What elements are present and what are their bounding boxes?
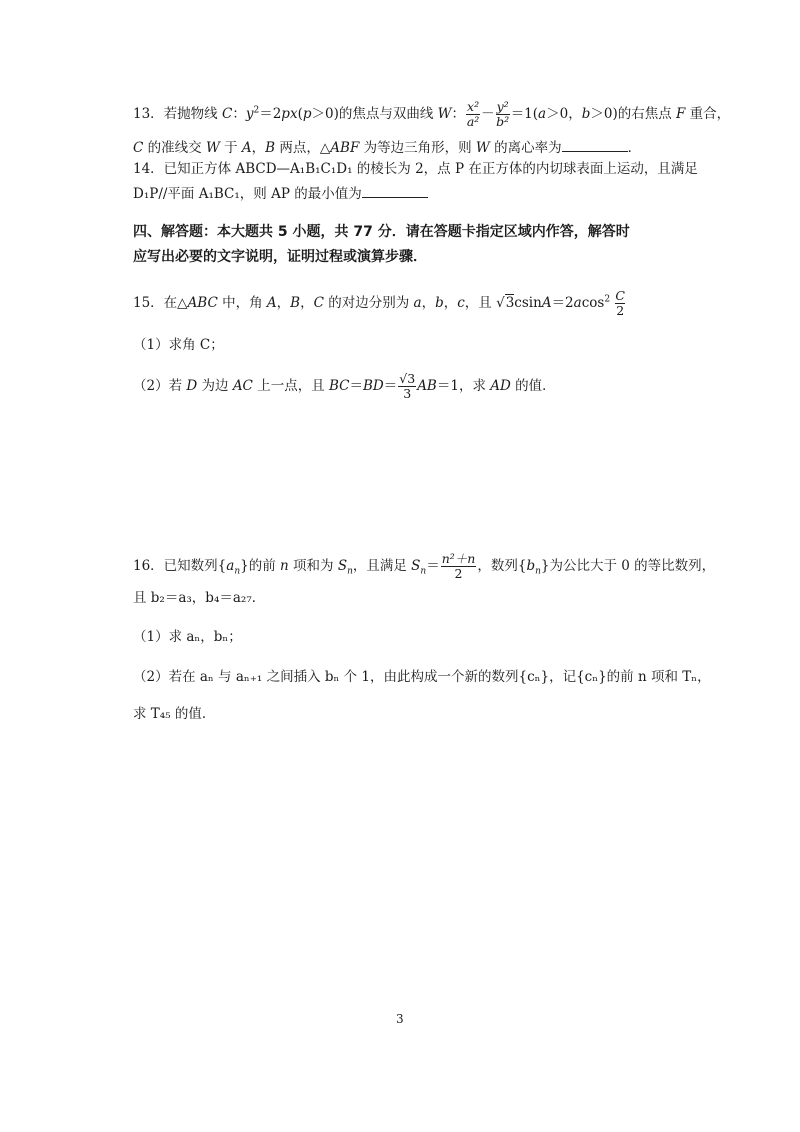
text: BC — [329, 378, 350, 394]
text: 为边 — [197, 378, 233, 394]
text: p — [302, 106, 312, 122]
text: 的准线交 — [143, 140, 206, 156]
q16-line2: 且 b₂＝a₃，b₄＝a₂₇． — [133, 590, 266, 606]
text: 上一点，且 — [252, 378, 329, 394]
text: ＝1( — [510, 106, 539, 122]
text: D — [186, 378, 198, 394]
text: n — [234, 566, 241, 577]
denominator: 3 — [403, 386, 412, 401]
text: n — [280, 558, 289, 574]
text: y — [245, 106, 254, 122]
text: B — [290, 295, 301, 311]
numerator: n²＋n — [441, 551, 476, 566]
text: ( — [297, 106, 303, 122]
q16-part1: （1）求 aₙ，bₙ； — [133, 629, 242, 645]
text: 16．已知数列{ — [133, 558, 227, 574]
q16-part2: （2）若在 aₙ 与 aₙ₊₁ 之间插入 bₙ 个 1，由此构成一个新的数列{cₙ}，记{cₙ}的前 n 项和 Tₙ， — [133, 669, 711, 685]
q14-line2 — [133, 183, 428, 204]
denominator: b² — [496, 114, 510, 129]
text: b — [435, 295, 444, 311]
text: 2 — [253, 105, 260, 116]
q13-line1 — [133, 100, 730, 129]
text: ， — [421, 295, 436, 311]
q14-line1: 14．已知正方体 ABCD—A₁B₁C₁D₁ 的棱长为 2，点 P 在正方体的内切球表面上运动，且满足 — [133, 161, 698, 177]
text: 重合， — [685, 106, 731, 122]
text: AB — [417, 378, 437, 394]
text: ，数列{ — [477, 558, 527, 574]
numerator: x² — [467, 99, 480, 114]
text: A — [541, 295, 552, 311]
text: S — [337, 558, 348, 574]
sqrt-3: √3 — [496, 295, 515, 311]
text: n — [535, 566, 541, 577]
fraction-x2-a2 — [466, 100, 480, 129]
text: ， — [251, 140, 266, 156]
text: px — [281, 106, 298, 122]
text: 15．在△ — [133, 295, 188, 311]
text: }为公比大于 0 的等比数列， — [540, 558, 716, 574]
text: cos — [581, 295, 605, 311]
text: b — [526, 558, 536, 574]
text: ＝ — [349, 378, 364, 394]
text: 2 — [604, 294, 611, 305]
text: ， — [276, 295, 291, 311]
answer-blank — [362, 183, 428, 198]
q15-stem — [133, 289, 626, 318]
text: ． — [627, 140, 642, 156]
text: 项和为 — [288, 558, 338, 574]
text: ＞0)的右焦点 — [590, 106, 677, 122]
text: a — [538, 106, 547, 122]
text: ＞0)的焦点与双曲线 — [311, 106, 438, 122]
text: ： — [451, 106, 466, 122]
text: ＝ — [426, 558, 440, 574]
text: F — [676, 106, 686, 122]
text: ，且 — [464, 295, 497, 311]
text: 中，角 — [217, 295, 267, 311]
text: a — [413, 295, 422, 311]
text: BD — [363, 378, 384, 394]
text: A — [266, 295, 277, 311]
radicand: 3 — [407, 371, 416, 386]
numerator: y² — [496, 99, 509, 114]
fraction-c-2 — [615, 289, 625, 318]
radicand: 3 — [505, 295, 515, 311]
text: D₁P//平面 A₁BC₁，则 AP 的最小值为 — [133, 186, 362, 202]
text: C — [313, 295, 324, 311]
text: ， — [443, 295, 458, 311]
text: }的前 — [240, 558, 281, 574]
q16-part2-cont: 求 T₄₅ 的值． — [133, 706, 216, 722]
text: ： — [232, 106, 246, 122]
text: － — [481, 106, 495, 122]
section-heading-line1: 四、解答题：本大题共 5 小题，共 77 分．请在答题卡指定区域内作答，解答时 — [133, 224, 630, 240]
text: 两点，△ — [275, 140, 331, 156]
text: A — [241, 140, 252, 156]
text: 的值． — [510, 378, 556, 394]
denominator: 2 — [616, 303, 625, 318]
answer-blank — [562, 137, 628, 152]
text: ABF — [330, 140, 360, 156]
text: ＝ — [383, 378, 398, 394]
text: csin — [514, 295, 542, 311]
text: W — [437, 106, 452, 122]
text: a — [573, 295, 582, 311]
fraction-n2-n-2 — [441, 552, 477, 581]
text: ， — [300, 295, 314, 311]
q13-line2 — [133, 137, 641, 158]
q16-stem — [133, 552, 715, 581]
text: 于 — [219, 140, 242, 156]
denominator: 2 — [454, 566, 463, 581]
text: ＝2 — [551, 295, 574, 311]
q15-part1: （1）求角 C； — [133, 337, 224, 353]
text: ABC — [187, 295, 218, 311]
text: AD — [490, 378, 511, 394]
fraction-y2-b2 — [496, 100, 510, 129]
text: 的对边分别为 — [323, 295, 414, 311]
denominator: a² — [466, 114, 480, 129]
text: ＞0， — [546, 106, 582, 122]
text: n — [347, 566, 353, 577]
text: B — [265, 140, 276, 156]
text: （2）若 — [133, 378, 187, 394]
text: 的离心率为 — [489, 140, 562, 156]
section-heading-line2: 应写出必要的文字说明，证明过程或演算步骤． — [133, 249, 427, 265]
text: 13．若抛物线 — [133, 106, 222, 122]
numerator: C — [615, 288, 625, 303]
text: W — [205, 140, 220, 156]
text: 为等边三角形，则 — [359, 140, 476, 156]
text: ，且满足 — [352, 558, 412, 574]
text: b — [581, 106, 591, 122]
text: S — [411, 558, 421, 574]
fraction-sqrt3-3 — [398, 372, 416, 401]
text: W — [475, 140, 490, 156]
q15-part2 — [133, 372, 556, 401]
text: c — [457, 295, 465, 311]
text: AC — [232, 378, 253, 394]
text: C — [221, 106, 233, 122]
text: C — [133, 140, 144, 156]
text: a — [226, 558, 235, 574]
text: ＝2 — [259, 106, 282, 122]
text: ＝1，求 — [436, 378, 491, 394]
numerator: √3 — [399, 371, 416, 386]
page-number: 3 — [396, 1012, 404, 1026]
text: n — [420, 566, 427, 577]
